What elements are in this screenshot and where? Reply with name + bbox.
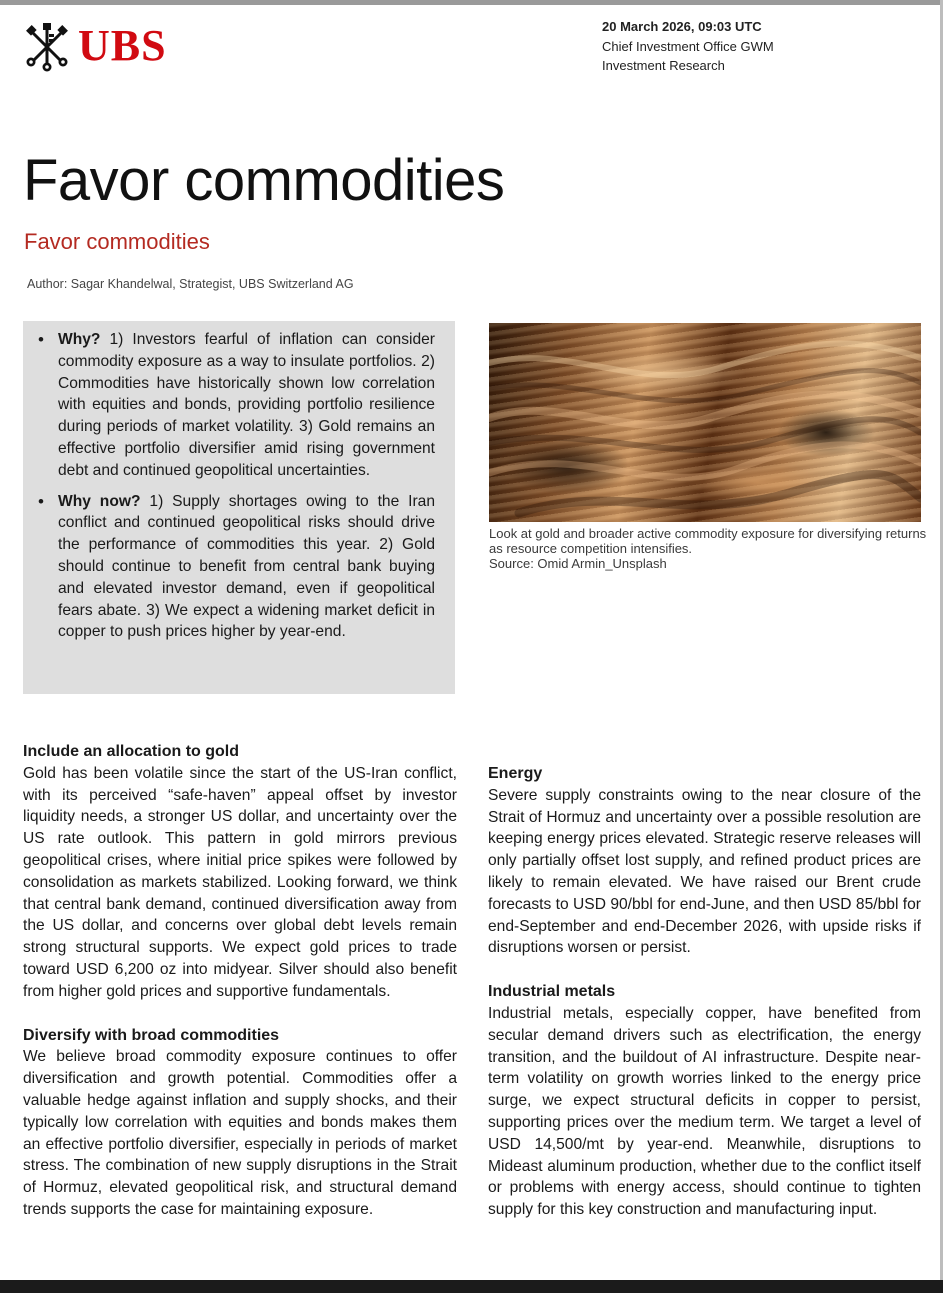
top-border [0,0,943,5]
section-heading-gold: Include an allocation to gold [23,743,240,760]
left-column [23,741,457,1221]
key-point-lead: Why? [58,331,101,348]
section-heading-energy: Energy [488,765,543,782]
caption-text: Look at gold and broader active commodity exposure for diversifying returns as resource competition intensifies. [489,526,927,556]
section-body-energy: Severe supply constraints owing to the near closure of the Strait of Hormuz and uncertainty over a possible resolution are keeping energy prices elevated. Strategic reserve releases will only partially offset lost supply, and refined product prices are likely to remain elevated. We have raised our Brent crude forecasts to USD 90/bbl for end-June, and then USD 85/bbl for end-September and end-December 2026, with upside risks if disruptions worsen or persist. [488,786,921,957]
bottom-bar [0,1280,943,1293]
right-column [488,763,921,1221]
page-subtitle: Favor commodities [24,229,210,254]
department-name: Investment Research [602,58,725,73]
publish-date: 20 March 2026, 09:03 UTC [602,19,762,34]
section-body-broad: We believe broad commodity exposure continues to offer diversification and growth potential. Commodities offer a valuable hedge against inflation and supply shocks, and their typically low correlation with equities and bonds makes them an effective portfolio diversifier, especially in periods of market stress. The combination of new supply disruptions in the Strait of Hormuz, elevated geopolitical risk, and structural demand trends supports the case for maintaining exposure. [23,1048,457,1218]
caption-source: Source: Omid Armin_Unsplash [489,556,667,571]
section-heading-broad: Diversify with broad commodities [23,1026,280,1044]
section-body-gold: Gold has been volatile since the start of the US-Iran conflict, with its perceived “safe-haven” appeal offset by investor liquidity needs, a stronger US dollar, and uncertainty over the US rate outlook. This pattern in gold mirrors previous geopolitical crises, where initial price spikes were followed by consolidation as markets stabilized. Looking forward, we think that central bank demand, continued diversification away from the US dollar, and concerns over global debt levels remain strong structural supports. We expect gold prices to trade toward USD 6,200 oz into midyear. Silver should also benefit from higher gold prices and supportive fundamentals. [23,764,457,1000]
ubs-logo [22,20,167,72]
key-points-box [23,321,455,694]
key-point-text: 1) Supply shortages owing to the Iran conflict and continued geopolitical risks should drive the performance of commodities this year. 2) Gold should continue to benefit from central bank buying and elevated investor demand, even if geopolitical fears abate. 3) We expect a widening market deficit in copper to push prices higher by year-end. [58,492,435,641]
author-line: Author: Sagar Khandelwal, Strategist, UBS Switzerland AG [27,277,354,291]
brand-name: UBS [78,21,167,70]
image-caption [489,526,929,571]
key-point-text: 1) Investors fearful of inflation can consider commodity exposure as a way to insulate portfolios. 2) Commodities have historically shown low correlation with equities and bonds, providing portfolio resilience during periods of market volatility. 3) Gold remains an effective portfolio diversifier amid rising government debt and continued geopolitical uncertainties. [58,331,435,479]
commodity-texture-photo [489,323,921,522]
office-name: Chief Investment Office GWM [602,38,774,54]
three-keys-icon [22,20,72,72]
section-body-metals: Industrial metals, especially copper, have benefited from secular demand drivers such as electrification, the energy transition, and the buildout of AI infrastructure. Despite near-term volatility on growth worries linked to the energy price surge, we expect structural deficits in copper to persist, supporting prices over the medium term. We target a level of USD 14,500/mt by year-end. Meanwhile, disruptions to Mideast aluminum production, whether due to the conflict itself or problems with energy access, should continue to tighten supply for this key construction and manufacturing input. [488,1004,921,1219]
key-point-why-now [37,491,435,644]
section-heading-metals: Industrial metals [488,983,616,1001]
photo-swirl-lines [489,323,921,522]
page-title: Favor commodities [23,148,505,213]
publication-meta [602,17,774,76]
key-point-lead: Why now? [58,492,141,510]
key-point-why [37,329,435,482]
